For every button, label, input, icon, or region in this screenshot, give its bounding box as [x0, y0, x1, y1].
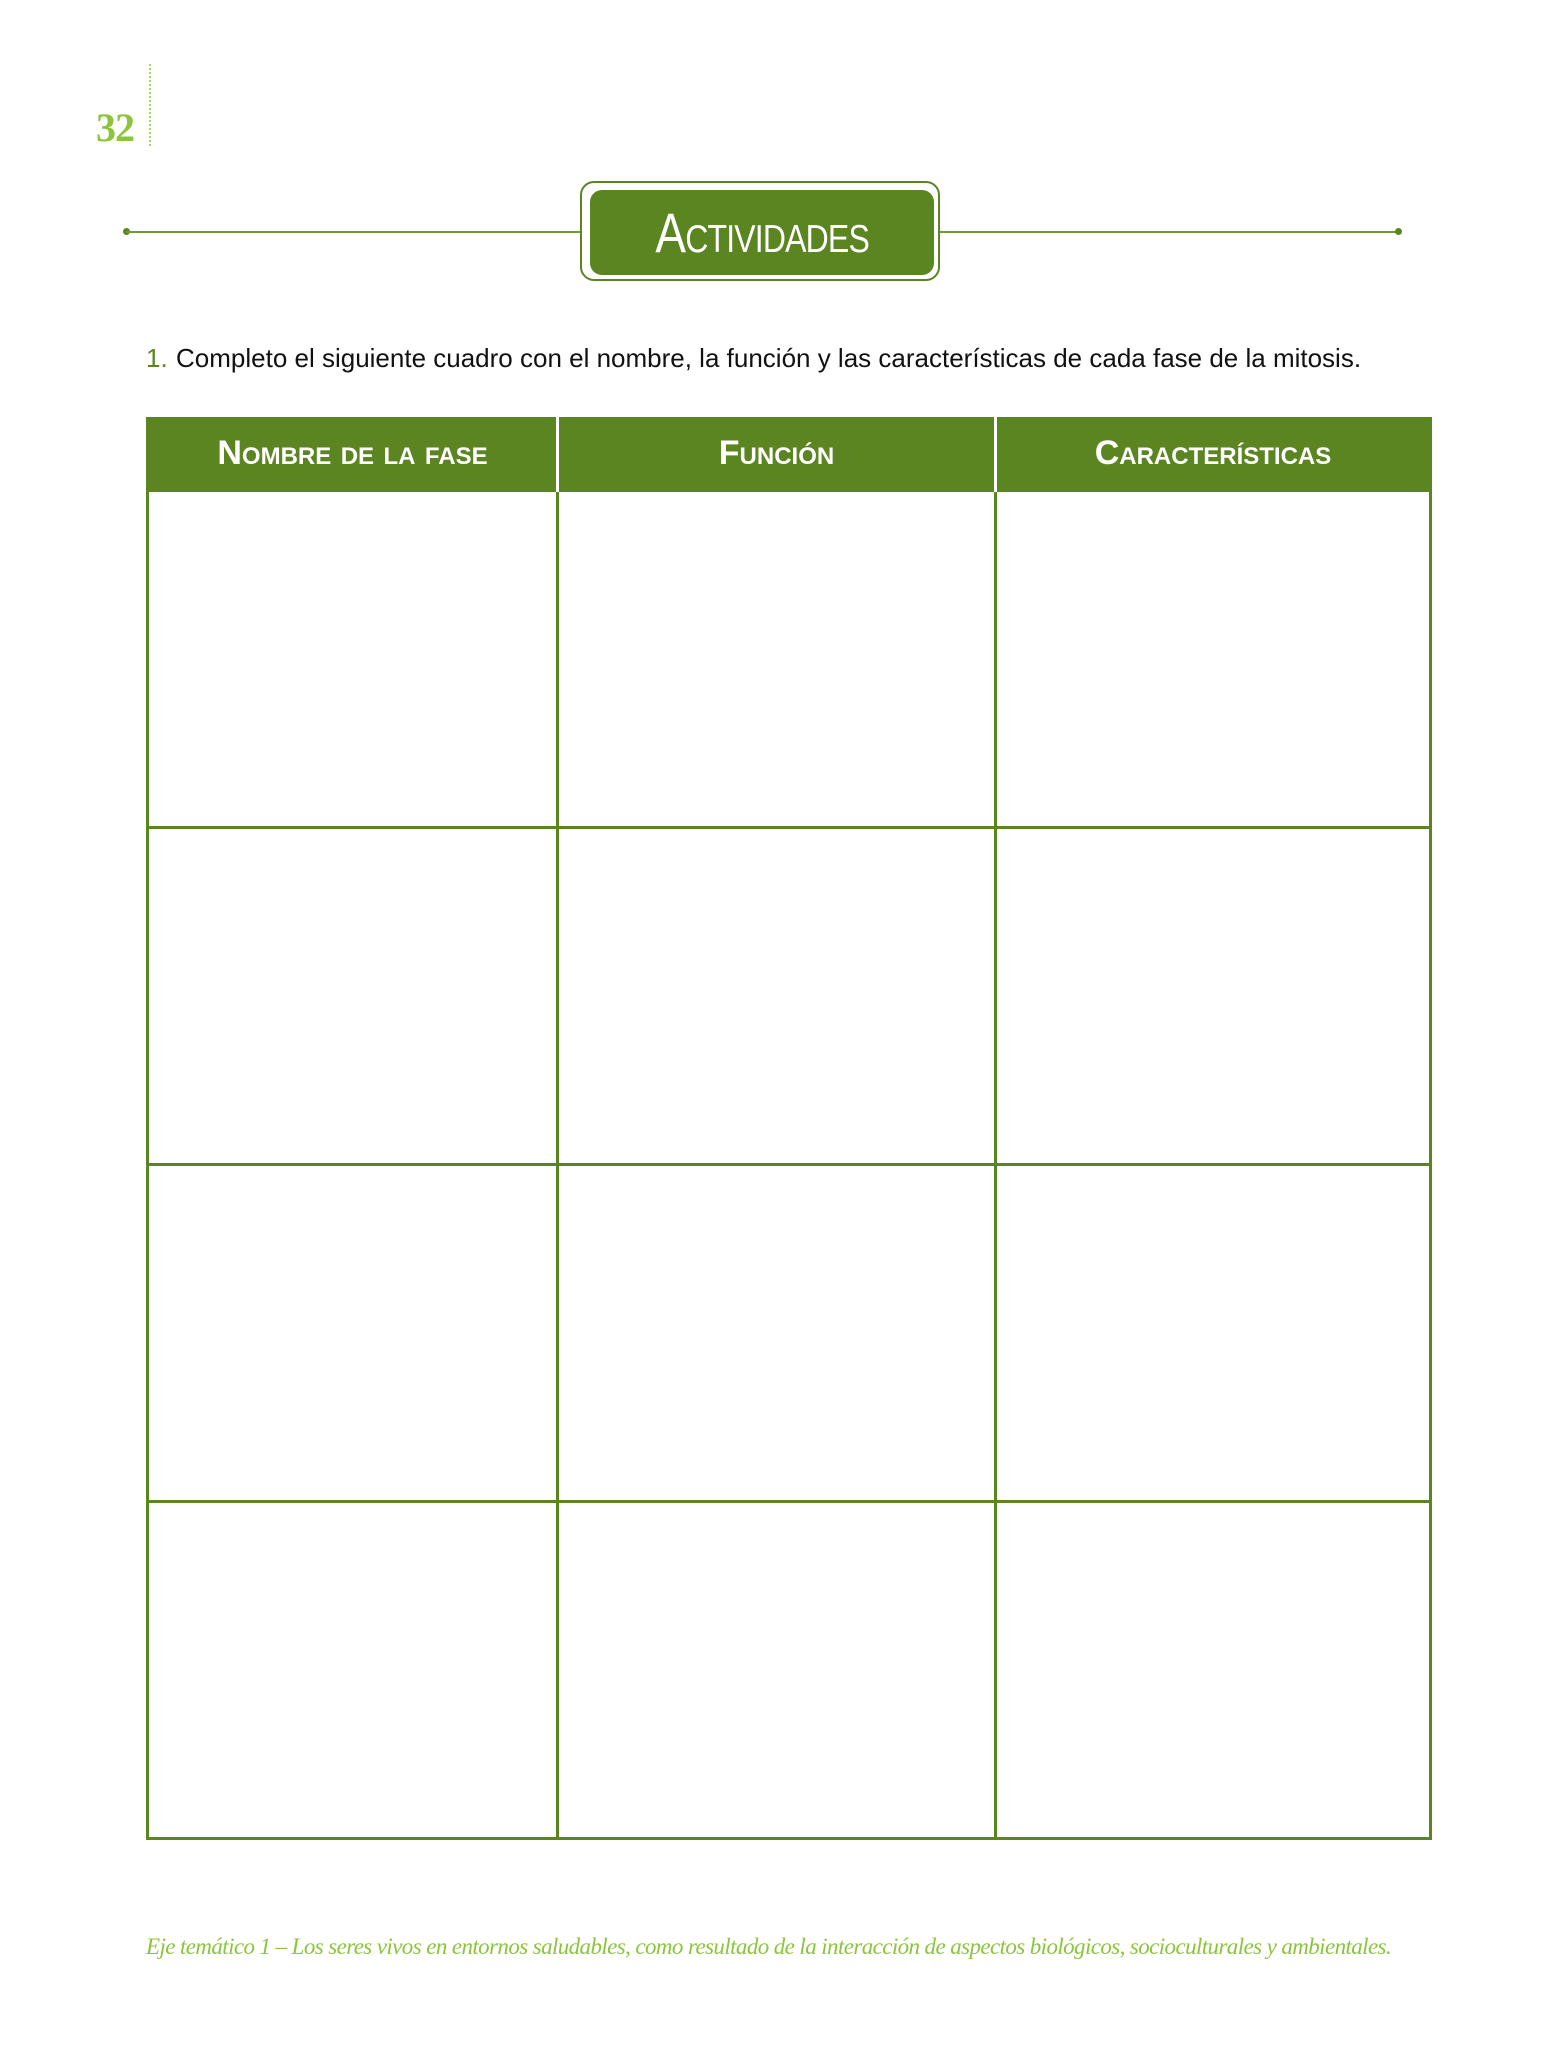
table-row: [148, 828, 1431, 1165]
cell-phase-name[interactable]: [148, 1502, 558, 1839]
cell-phase-name[interactable]: [148, 491, 558, 828]
section-title: Actividades: [655, 201, 869, 264]
page-footer: Eje temático 1 – Los seres vivos en entornos saludables, como resultado de la interacción de aspectos biológicos, socioculturales y ambientales.: [146, 1934, 1392, 1959]
cell-function[interactable]: [558, 1165, 996, 1502]
table-row: [148, 1502, 1431, 1839]
rule-left: [126, 231, 582, 233]
cell-function[interactable]: [558, 1502, 996, 1839]
cell-function[interactable]: [558, 491, 996, 828]
activity-text: Completo el siguiente cuadro con el nombre, la función y las características de cada fase de la mitosis.: [176, 343, 1362, 373]
page-number-divider: [149, 64, 151, 146]
cell-function[interactable]: [558, 828, 996, 1165]
activity-number: 1.: [146, 343, 168, 373]
cell-characteristics[interactable]: [996, 1165, 1431, 1502]
rule-right: [938, 231, 1398, 233]
rule-right-dot: [1395, 228, 1402, 235]
header-characteristics: Características: [996, 417, 1431, 491]
cell-phase-name[interactable]: [148, 828, 558, 1165]
cell-characteristics[interactable]: [996, 1502, 1431, 1839]
header-phase-name: Nombre de la fase: [148, 417, 558, 491]
cell-characteristics[interactable]: [996, 828, 1431, 1165]
table-row: [148, 1165, 1431, 1502]
table-row: [148, 491, 1431, 828]
page-number: 32: [96, 105, 134, 150]
section-title-badge: [590, 190, 934, 275]
cell-characteristics[interactable]: [996, 491, 1431, 828]
table-header-row: [148, 417, 1431, 491]
header-function: Función: [558, 417, 996, 491]
activity-instruction: [146, 340, 1380, 377]
cell-phase-name[interactable]: [148, 1165, 558, 1502]
mitosis-table: [146, 417, 1432, 1840]
